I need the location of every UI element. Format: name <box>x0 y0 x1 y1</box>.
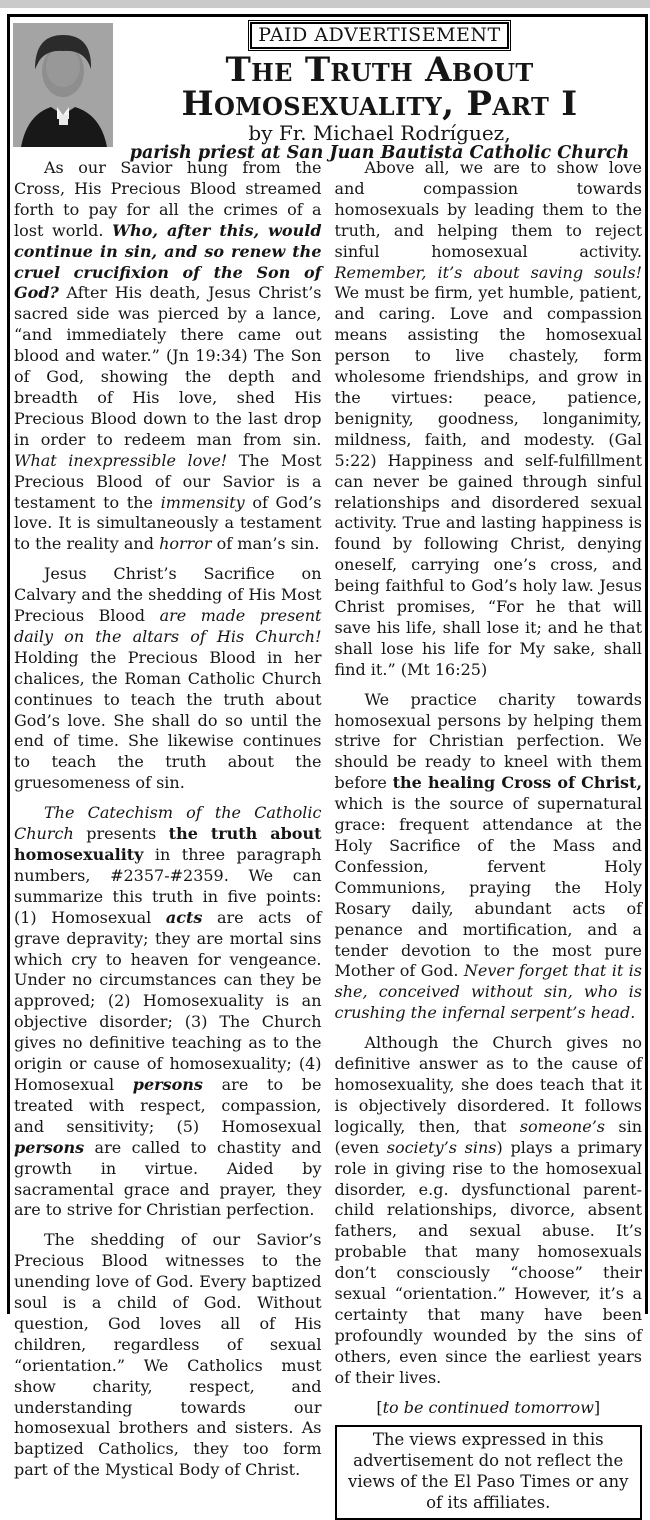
text-segment: someone’s <box>519 1116 605 1136</box>
text-segment: persons <box>132 1074 203 1094</box>
text-segment: are made present daily on the altars of His Church! <box>14 606 322 646</box>
text-segment: horror <box>159 534 212 554</box>
text-segment: sin (even <box>334 1116 642 1157</box>
text-segment: of God’s love. It is simultaneously a testament to the reality and <box>14 492 322 554</box>
priest-photo <box>13 23 113 147</box>
text-segment: The Catechism of the Catholic Church <box>14 803 322 844</box>
text-segment: the truth about homosexuality <box>14 824 322 864</box>
text-segment: immensity <box>160 492 245 512</box>
text-segment: Remember, it’s about saving souls! <box>334 262 642 282</box>
text-segment: to be continued tomorrow <box>382 1397 594 1417</box>
text-segment: The Most Precious Blood of our Savior is a testament to the <box>14 450 322 512</box>
text-segment: As our Savior hung from the Cross, His Precious Blood streamed forth to pay for all the crimes of a lost world. <box>14 158 322 240</box>
paragraph <box>335 690 643 1025</box>
text-segment: the healing Cross of Christ, <box>392 773 643 793</box>
paragraph <box>335 158 643 681</box>
text-segment: ) plays a primary role in giving rise to the homosexual disorder, e.g. dysfunctional parent-child relationships, divorce, absent fathers, and sexual abuse. It’s probable that many homosexuals don’t consciously “choose” their sexual “orientation.” However, it’s a certainty that many have been profoundly wounded by the sins of others, even since the earliest years of their lives. <box>334 1137 642 1387</box>
text-segment: persons <box>14 1137 85 1157</box>
byline: by Fr. Michael Rodríguez, <box>248 121 511 145</box>
text-segment: Who, after this, would continue in sin, and so renew the cruel crucifixion of the Son of God? <box>14 220 322 303</box>
text-segment: We must be firm, yet humble, patient, and caring. Love and compassion means assisting the homosexual person to live chastely, form wholesome friendships, and grow in the virtues: peace, patience, benignity, goodness, longanimity, mildness, faith, and modesty. (Gal 5:22) Happiness and self-fulfillment can never be gained through sinful relationships and disordered sexual activity. True and lasting happiness is found by following Christ, denying oneself, carrying one’s cross, and being faithful to God’s holy law. Jesus Christ promises, “For he that will save his life, shall lose it; and he that shall lose his life for My sake, shall find it.” (Mt 16:25) <box>334 283 642 679</box>
text-segment: We practice charity towards homosexual persons by helping them strive for Christian perfection. We should be ready to kneel with them before <box>334 689 642 793</box>
paragraph <box>14 158 322 555</box>
text-segment: What inexpressible love! <box>14 450 228 470</box>
paragraph <box>14 803 322 1221</box>
right-column <box>335 158 643 1520</box>
priest-photo-graphic <box>13 23 113 147</box>
right-column-paragraphs <box>335 158 643 1418</box>
paid-advertisement-badge: PAID ADVERTISEMENT <box>250 22 508 49</box>
ad-title-line1: The Truth About <box>225 50 534 90</box>
text-segment: society’s sins <box>386 1137 497 1157</box>
paragraph <box>14 1230 322 1481</box>
text-segment: are to be treated with respect, compassion, and sensitivity; (5) Homosexual <box>14 1074 322 1136</box>
paragraph <box>335 1398 643 1419</box>
advertisement-frame <box>7 14 648 1513</box>
text-segment: of man’s sin. <box>211 534 320 554</box>
text-segment: are called to chastity and growth in virtue. Aided by sacramental grace and prayer, they are to strive for Christian perfection. <box>14 1137 322 1220</box>
paragraph <box>335 1033 643 1388</box>
advertisement-header <box>10 17 645 163</box>
left-column <box>14 158 322 1520</box>
text-segment: Above all, we are to show love and compassion towards homosexuals by leading them to the truth, and helping them to reject sinful homosexual activity. <box>334 158 642 261</box>
text-segment: After His death, Jesus Christ’s sacred side was pierced by a lance, “and immediately there came out blood and water.” (Jn 19:34) The Son of God, showing the depth and breadth of His love, shed His Precious Blood down to the last drop in order to redeem man from sin. <box>14 283 322 449</box>
text-segment: acts <box>165 907 203 927</box>
header-text-block <box>114 17 645 163</box>
ad-title-line2: Homosexuality, Part I <box>181 84 578 124</box>
scan-edge-strip <box>0 0 650 8</box>
article-body <box>10 151 645 1520</box>
author-affiliation: parish priest at San Juan Bautista Catholic Church <box>129 143 630 163</box>
text-segment: ] <box>593 1397 601 1417</box>
text-segment: The shedding of our Savior’s Precious Blood witnesses to the unending love of God. Every baptized soul is a child of God. Without question, God loves all of His children, regardless of sexual “orientation.” We Catholics must show charity, respect, and understanding towards our homosexual brothers and sisters. As baptized Catholics, they too form part of the Mystical Body of Christ. <box>14 1230 322 1480</box>
text-segment: presents <box>73 824 169 844</box>
text-segment: Jesus Christ’s Sacrifice on Calvary and the shedding of His Most Precious Blood <box>14 564 322 626</box>
text-segment: [ <box>376 1397 383 1417</box>
text-segment: Holding the Precious Blood in her chalices, the Roman Catholic Church continues to teach the truth about God’s love. She shall do so until the end of time. She likewise continues to teach the truth about the gruesomeness of sin. <box>14 647 322 793</box>
text-segment: Never forget that it is she, conceived without sin, who is crushing the infernal serpent’s head. <box>334 961 642 1023</box>
text-segment: in three paragraph numbers, #2357-#2359. We can summarize this truth in five points: (1) Homosexual <box>14 845 322 927</box>
text-segment: are acts of grave depravity; they are mortal sins which cry to heaven for vengeance. Under no circumstances can they be approved; (2) Homosexuality is an objective disorder; (3) The Church gives no definitive teaching as to the origin or cause of homosexuality; (4) Homosexual <box>14 907 322 1094</box>
text-segment: Although the Church gives no definitive answer as to the cause of homosexuality, she does teach that it is objectively disordered. It follows logically, then, that <box>334 1033 642 1136</box>
disclaimer-box: The views expressed in this advertisement do not reflect the views of the El Paso Times or any of its affiliates. <box>335 1425 643 1520</box>
paragraph <box>14 564 322 794</box>
text-segment: which is the source of supernatural grace: frequent attendance at the Holy Sacrifice of the Mass and Confession, fervent Holy Communions, praying the Holy Rosary daily, abundant acts of penance and mortification, and a tender devotion to the most pure Mother of God. <box>334 794 642 981</box>
